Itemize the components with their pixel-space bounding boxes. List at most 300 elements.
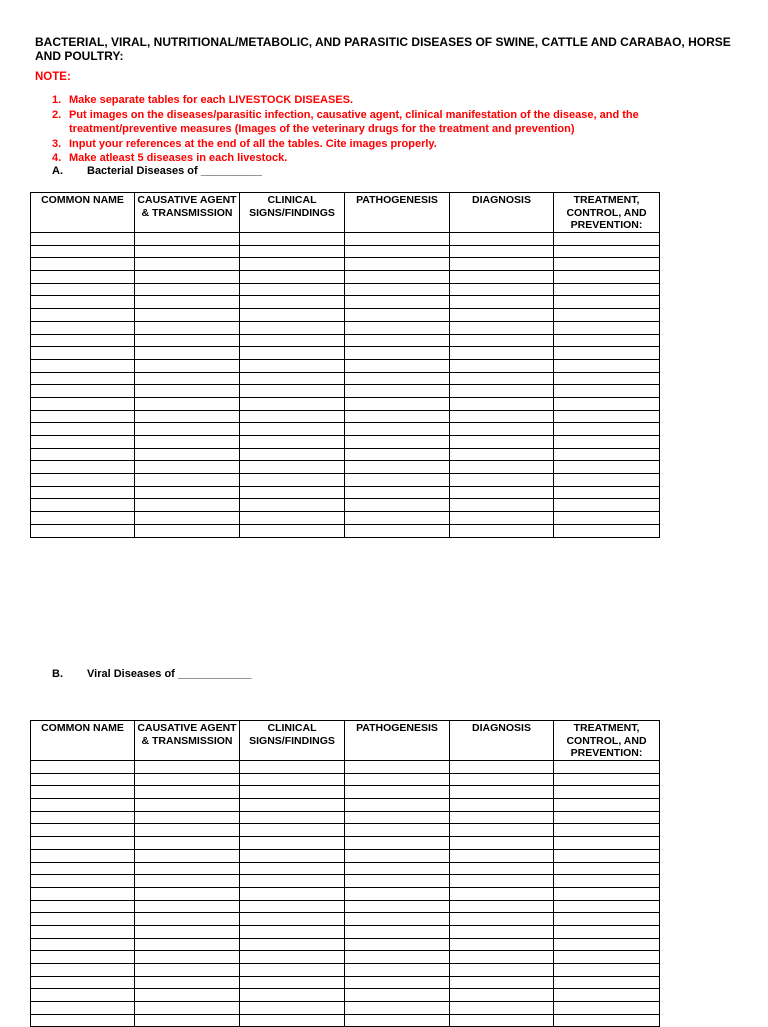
table-row	[31, 245, 660, 258]
table-cell	[554, 461, 660, 474]
table-cell	[31, 321, 135, 334]
section-title: Viral Diseases of ____________	[87, 668, 252, 680]
table-cell	[345, 359, 450, 372]
table-cell	[345, 334, 450, 347]
table-row	[31, 913, 660, 926]
table-cell	[450, 913, 554, 926]
table-cell	[554, 786, 660, 799]
table-cell	[345, 938, 450, 951]
table-cell	[345, 799, 450, 812]
table-cell	[31, 824, 135, 837]
table-cell	[135, 849, 240, 862]
table-cell	[345, 786, 450, 799]
table-cell	[345, 283, 450, 296]
table-cell	[240, 1014, 345, 1027]
table-cell	[450, 875, 554, 888]
table-row	[31, 271, 660, 284]
table-cell	[450, 989, 554, 1002]
table-cell	[240, 900, 345, 913]
section-letter: B.	[52, 668, 63, 680]
table-cell	[31, 913, 135, 926]
table-cell	[554, 849, 660, 862]
table-cell	[240, 461, 345, 474]
table-cell	[450, 862, 554, 875]
table-cell	[31, 372, 135, 385]
table-cell	[450, 512, 554, 525]
table-cell	[135, 811, 240, 824]
table-cell	[450, 1002, 554, 1015]
table-cell	[240, 964, 345, 977]
table-cell	[450, 321, 554, 334]
table-cell	[31, 397, 135, 410]
table-row	[31, 925, 660, 938]
table-cell	[450, 461, 554, 474]
table-row	[31, 875, 660, 888]
table-cell	[240, 862, 345, 875]
table-row	[31, 448, 660, 461]
note-label: NOTE:	[35, 71, 71, 83]
table-cell	[240, 372, 345, 385]
table-cell	[31, 773, 135, 786]
table-cell	[345, 761, 450, 774]
table-row	[31, 461, 660, 474]
table-cell	[450, 938, 554, 951]
table-cell	[135, 309, 240, 322]
table-cell	[240, 824, 345, 837]
table-cell	[345, 436, 450, 449]
table-cell	[31, 512, 135, 525]
table-cell	[450, 271, 554, 284]
table-row	[31, 1002, 660, 1015]
table-cell	[31, 1002, 135, 1015]
table-cell	[450, 849, 554, 862]
table-cell	[450, 811, 554, 824]
table-cell	[450, 448, 554, 461]
table-cell	[450, 951, 554, 964]
table-row	[31, 397, 660, 410]
table-row	[31, 786, 660, 799]
table-row	[31, 964, 660, 977]
table-cell	[240, 233, 345, 246]
table-cell	[31, 347, 135, 360]
table-cell	[31, 900, 135, 913]
table-cell	[345, 951, 450, 964]
table-cell	[31, 436, 135, 449]
table-cell	[240, 309, 345, 322]
header-treatment: TREATMENT, CONTROL, AND PREVENTION:	[554, 721, 660, 761]
table-cell	[31, 799, 135, 812]
table-cell	[450, 925, 554, 938]
table-cell	[554, 271, 660, 284]
table-cell	[135, 786, 240, 799]
table-cell	[345, 900, 450, 913]
table-cell	[31, 359, 135, 372]
table-cell	[31, 385, 135, 398]
table-cell	[450, 976, 554, 989]
table-row	[31, 799, 660, 812]
table-row	[31, 837, 660, 850]
table-cell	[31, 761, 135, 774]
table-cell	[450, 423, 554, 436]
table-cell	[31, 811, 135, 824]
viral-diseases-table	[30, 720, 660, 1027]
header-treatment: TREATMENT, CONTROL, AND PREVENTION:	[554, 193, 660, 233]
table-cell	[31, 964, 135, 977]
table-cell	[135, 900, 240, 913]
table-cell	[135, 913, 240, 926]
table-row	[31, 474, 660, 487]
table-cell	[31, 271, 135, 284]
table-row	[31, 524, 660, 537]
table-cell	[240, 410, 345, 423]
table-cell	[135, 397, 240, 410]
table-cell	[345, 773, 450, 786]
table-cell	[450, 964, 554, 977]
table-cell	[554, 773, 660, 786]
note-item-text: Put images on the diseases/parasitic infection, causative agent, clinical manifestation of the disease, and the treatment/preventive measures (Images of the veterinary drugs for the treatment and prevention)	[69, 108, 639, 135]
table-cell	[345, 372, 450, 385]
table-cell	[345, 512, 450, 525]
table-cell	[450, 309, 554, 322]
table-cell	[135, 448, 240, 461]
table-cell	[450, 334, 554, 347]
table-cell	[31, 887, 135, 900]
table-cell	[240, 258, 345, 271]
table-row	[31, 359, 660, 372]
table-cell	[345, 837, 450, 850]
table-cell	[450, 1014, 554, 1027]
table-cell	[450, 397, 554, 410]
table-cell	[345, 258, 450, 271]
table-cell	[135, 436, 240, 449]
table-cell	[240, 385, 345, 398]
table-cell	[450, 436, 554, 449]
table-row	[31, 436, 660, 449]
table-cell	[554, 397, 660, 410]
table-cell	[554, 875, 660, 888]
table-cell	[554, 410, 660, 423]
table-cell	[554, 976, 660, 989]
table-body	[31, 233, 660, 538]
table-cell	[31, 875, 135, 888]
table-cell	[135, 875, 240, 888]
note-item-number: 3.	[52, 137, 62, 150]
table-row	[31, 423, 660, 436]
table-row	[31, 512, 660, 525]
note-item-text: Make separate tables for each LIVESTOCK DISEASES.	[69, 94, 354, 106]
table-cell	[345, 499, 450, 512]
table-cell	[240, 925, 345, 938]
table-cell	[554, 837, 660, 850]
table-row	[31, 347, 660, 360]
table-cell	[31, 925, 135, 938]
table-cell	[240, 887, 345, 900]
table-cell	[135, 951, 240, 964]
table-cell	[450, 837, 554, 850]
table-cell	[135, 359, 240, 372]
table-cell	[31, 938, 135, 951]
table-cell	[345, 423, 450, 436]
table-cell	[240, 976, 345, 989]
table-cell	[240, 271, 345, 284]
table-cell	[135, 321, 240, 334]
table-cell	[554, 887, 660, 900]
table-cell	[31, 334, 135, 347]
table-cell	[345, 524, 450, 537]
table-cell	[135, 499, 240, 512]
table-cell	[135, 347, 240, 360]
table-cell	[345, 486, 450, 499]
table-cell	[135, 824, 240, 837]
table-cell	[450, 347, 554, 360]
table-cell	[31, 524, 135, 537]
table-cell	[345, 448, 450, 461]
table-cell	[31, 410, 135, 423]
table-cell	[450, 385, 554, 398]
table-row	[31, 334, 660, 347]
table-cell	[345, 862, 450, 875]
note-item	[52, 93, 712, 108]
table-cell	[135, 245, 240, 258]
table-cell	[554, 512, 660, 525]
table-row	[31, 486, 660, 499]
table-cell	[240, 283, 345, 296]
table-cell	[31, 976, 135, 989]
table-cell	[31, 309, 135, 322]
table-cell	[240, 837, 345, 850]
table-cell	[240, 951, 345, 964]
table-row	[31, 951, 660, 964]
header-causative-agent: CAUSATIVE AGENT & TRANSMISSION	[135, 721, 240, 761]
table-cell	[554, 385, 660, 398]
table-cell	[554, 296, 660, 309]
table-cell	[450, 524, 554, 537]
header-pathogenesis: PATHOGENESIS	[345, 721, 450, 761]
table-cell	[450, 296, 554, 309]
table-row	[31, 849, 660, 862]
table-cell	[554, 283, 660, 296]
table-cell	[135, 258, 240, 271]
table-cell	[135, 512, 240, 525]
table-cell	[554, 258, 660, 271]
table-cell	[240, 773, 345, 786]
table-cell	[450, 486, 554, 499]
header-pathogenesis: PATHOGENESIS	[345, 193, 450, 233]
table-cell	[240, 347, 345, 360]
table-cell	[450, 900, 554, 913]
table-cell	[554, 811, 660, 824]
table-row	[31, 410, 660, 423]
table-cell	[240, 512, 345, 525]
table-row	[31, 1014, 660, 1027]
table-cell	[554, 1014, 660, 1027]
table-cell	[135, 334, 240, 347]
note-item	[52, 151, 712, 166]
table-cell	[450, 245, 554, 258]
table-cell	[240, 486, 345, 499]
table-cell	[240, 296, 345, 309]
table-cell	[135, 837, 240, 850]
table-body	[31, 761, 660, 1027]
table-cell	[345, 397, 450, 410]
section-title: Bacterial Diseases of __________	[87, 165, 262, 177]
table-cell	[31, 849, 135, 862]
table-cell	[31, 837, 135, 850]
table-header-row	[31, 721, 660, 761]
table-cell	[450, 773, 554, 786]
table-cell	[345, 347, 450, 360]
table-cell	[450, 372, 554, 385]
table-cell	[135, 773, 240, 786]
table-cell	[450, 474, 554, 487]
table-cell	[345, 875, 450, 888]
table-cell	[240, 524, 345, 537]
table-row	[31, 938, 660, 951]
table-cell	[135, 925, 240, 938]
table-cell	[31, 486, 135, 499]
table-cell	[554, 423, 660, 436]
table-row	[31, 372, 660, 385]
header-common-name: COMMON NAME	[31, 193, 135, 233]
table-cell	[31, 233, 135, 246]
table-cell	[554, 964, 660, 977]
table-cell	[240, 499, 345, 512]
header-diagnosis: DIAGNOSIS	[450, 193, 554, 233]
table-cell	[450, 359, 554, 372]
table-cell	[240, 799, 345, 812]
table-cell	[554, 359, 660, 372]
table-row	[31, 761, 660, 774]
table-cell	[554, 524, 660, 537]
table-cell	[450, 786, 554, 799]
bacterial-diseases-table	[30, 192, 660, 538]
table-cell	[554, 938, 660, 951]
table-row	[31, 773, 660, 786]
table-cell	[554, 799, 660, 812]
table-cell	[31, 474, 135, 487]
table-cell	[345, 1002, 450, 1015]
table-cell	[554, 862, 660, 875]
table-cell	[345, 233, 450, 246]
table-cell	[240, 474, 345, 487]
table-cell	[554, 1002, 660, 1015]
table-cell	[240, 448, 345, 461]
note-item-text: Input your references at the end of all the tables. Cite images properly.	[69, 137, 437, 150]
table-cell	[135, 938, 240, 951]
header-clinical-signs: CLINICAL SIGNS/FINDINGS	[240, 721, 345, 761]
table-cell	[240, 359, 345, 372]
table-cell	[554, 925, 660, 938]
table-cell	[345, 321, 450, 334]
table-cell	[554, 233, 660, 246]
table-cell	[345, 824, 450, 837]
table-cell	[450, 799, 554, 812]
table-cell	[450, 499, 554, 512]
table-cell	[554, 245, 660, 258]
table-cell	[345, 385, 450, 398]
table-cell	[135, 761, 240, 774]
section-a-heading	[52, 165, 262, 177]
section-letter: A.	[52, 165, 63, 177]
note-item-number: 2.	[52, 108, 62, 121]
table-cell	[240, 938, 345, 951]
header-diagnosis: DIAGNOSIS	[450, 721, 554, 761]
table-cell	[554, 334, 660, 347]
table-cell	[345, 964, 450, 977]
table-cell	[240, 397, 345, 410]
table-cell	[31, 258, 135, 271]
document-title: BACTERIAL, VIRAL, NUTRITIONAL/METABOLIC, AND PARASITIC DISEASES OF SWINE, CATTLE AND CARABAO, HORSE AND POULTRY:	[35, 35, 731, 63]
table-cell	[554, 900, 660, 913]
table-cell	[135, 474, 240, 487]
table-cell	[31, 448, 135, 461]
table-cell	[240, 913, 345, 926]
table-cell	[554, 499, 660, 512]
table-cell	[345, 811, 450, 824]
note-item	[52, 108, 712, 137]
header-causative-agent: CAUSATIVE AGENT & TRANSMISSION	[135, 193, 240, 233]
table-cell	[135, 976, 240, 989]
table-cell	[240, 423, 345, 436]
table-cell	[135, 423, 240, 436]
table-cell	[345, 849, 450, 862]
table-cell	[240, 321, 345, 334]
table-cell	[31, 1014, 135, 1027]
table-cell	[450, 824, 554, 837]
table-header-row	[31, 193, 660, 233]
table-row	[31, 887, 660, 900]
table-cell	[345, 245, 450, 258]
table-cell	[345, 887, 450, 900]
table-row	[31, 258, 660, 271]
table-row	[31, 385, 660, 398]
table-cell	[345, 474, 450, 487]
table-cell	[240, 786, 345, 799]
table-row	[31, 900, 660, 913]
table-cell	[240, 1002, 345, 1015]
table-cell	[240, 811, 345, 824]
table-row	[31, 862, 660, 875]
table-cell	[345, 913, 450, 926]
table-cell	[554, 321, 660, 334]
table-cell	[554, 347, 660, 360]
table-cell	[135, 799, 240, 812]
table-cell	[135, 233, 240, 246]
table-cell	[240, 761, 345, 774]
note-item-text: Make atleast 5 diseases in each livestock.	[69, 152, 288, 164]
table-cell	[31, 461, 135, 474]
table-cell	[135, 385, 240, 398]
header-clinical-signs: CLINICAL SIGNS/FINDINGS	[240, 193, 345, 233]
table-cell	[31, 786, 135, 799]
table-cell	[31, 283, 135, 296]
table-cell	[240, 436, 345, 449]
table-cell	[554, 474, 660, 487]
table-row	[31, 296, 660, 309]
table-cell	[450, 410, 554, 423]
table-cell	[345, 925, 450, 938]
table-cell	[135, 862, 240, 875]
table-cell	[31, 296, 135, 309]
table-row	[31, 989, 660, 1002]
table-cell	[450, 887, 554, 900]
table-row	[31, 811, 660, 824]
table-cell	[31, 862, 135, 875]
table-cell	[345, 989, 450, 1002]
table-cell	[135, 271, 240, 284]
table-cell	[240, 334, 345, 347]
table-cell	[31, 423, 135, 436]
